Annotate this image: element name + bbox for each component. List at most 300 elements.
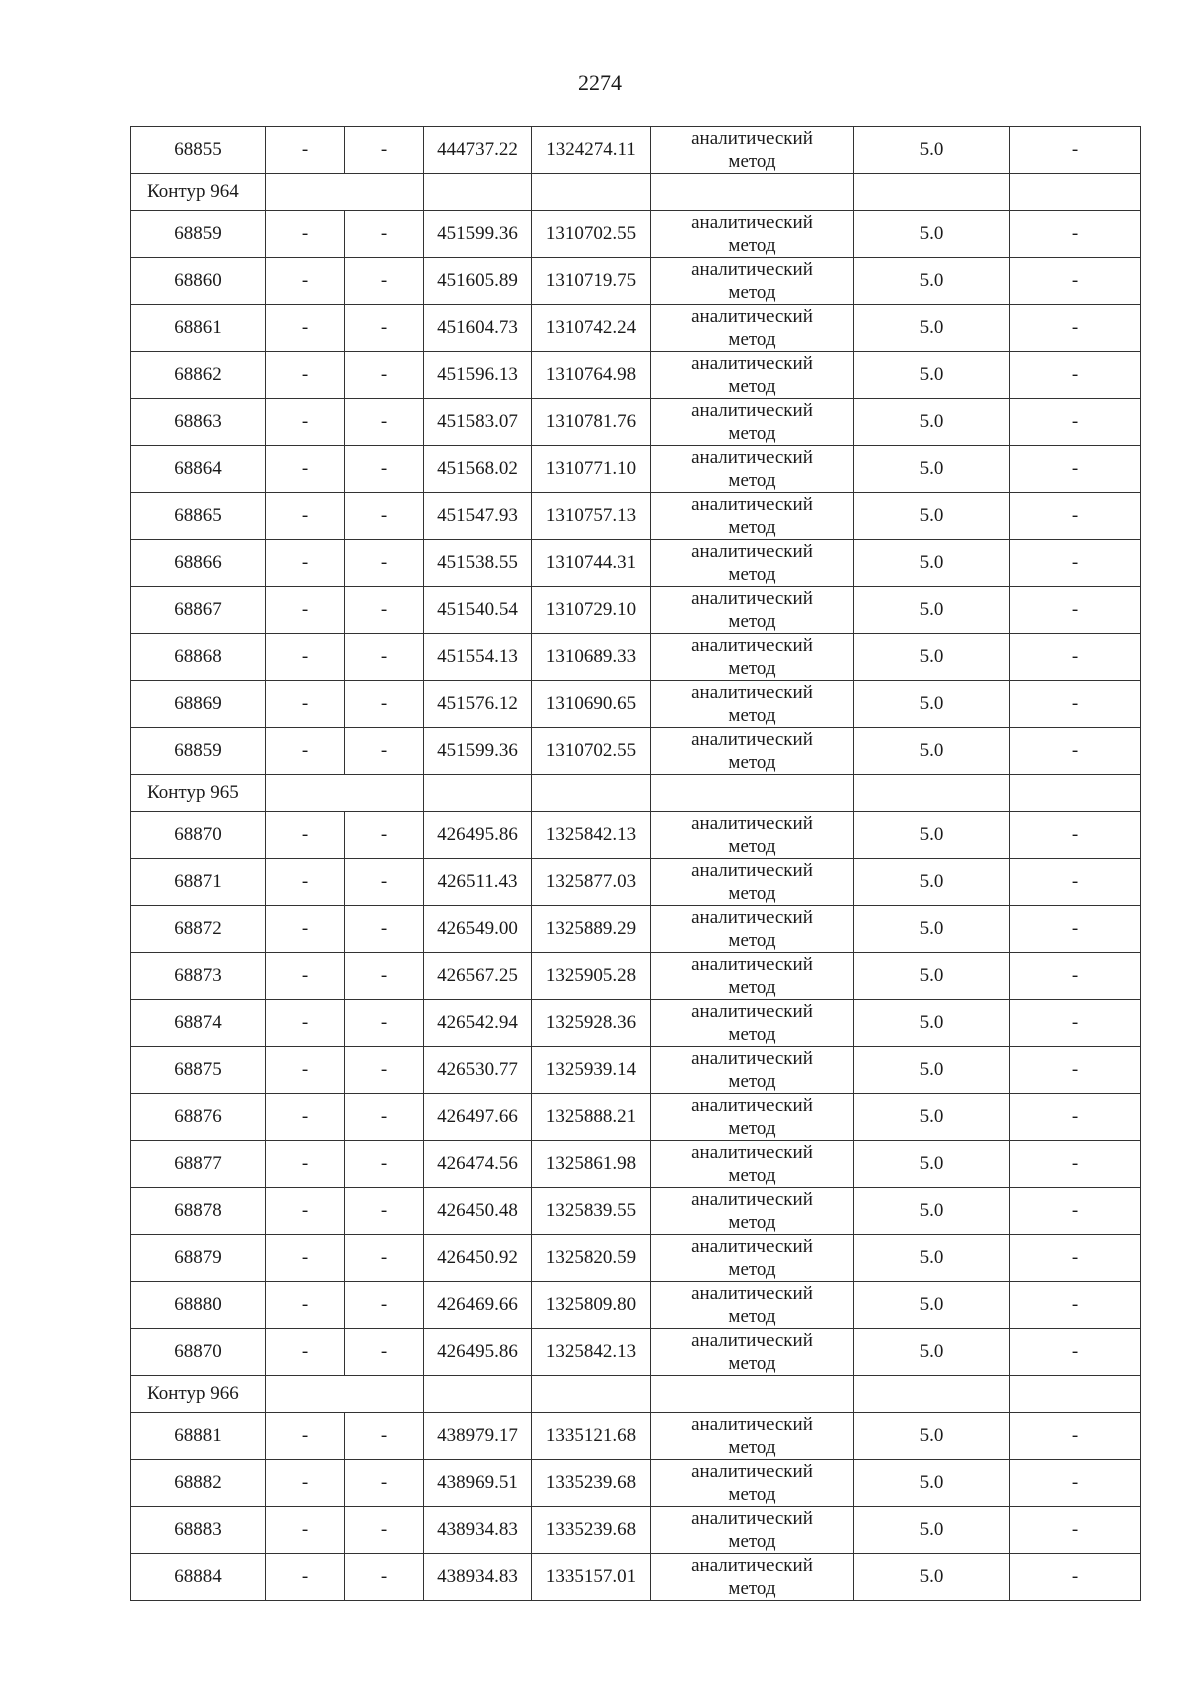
empty-value-cell: - bbox=[266, 953, 345, 1000]
method-line-2: метод bbox=[728, 1165, 776, 1186]
x-coordinate-cell: 426469.66 bbox=[424, 1282, 532, 1329]
accuracy-cell: 5.0 bbox=[854, 1235, 1010, 1282]
x-coordinate-cell: 438934.83 bbox=[424, 1507, 532, 1554]
method-cell bbox=[651, 493, 854, 540]
empty-cell bbox=[854, 775, 1010, 812]
empty-value-cell: - bbox=[266, 399, 345, 446]
page-number: 2274 bbox=[578, 70, 622, 95]
method-cell bbox=[651, 1094, 854, 1141]
method-cell bbox=[651, 953, 854, 1000]
point-id-cell: 68873 bbox=[131, 953, 266, 1000]
x-coordinate-cell: 451547.93 bbox=[424, 493, 532, 540]
method-line-1: аналитический bbox=[691, 447, 813, 468]
empty-value-cell: - bbox=[266, 1094, 345, 1141]
y-coordinate-cell: 1325842.13 bbox=[532, 1329, 651, 1376]
point-id-cell: 68877 bbox=[131, 1141, 266, 1188]
empty-value-cell: - bbox=[345, 812, 424, 859]
empty-value-cell: - bbox=[345, 1282, 424, 1329]
point-id-cell: 68871 bbox=[131, 859, 266, 906]
table-body bbox=[131, 127, 1141, 1601]
method-cell bbox=[651, 634, 854, 681]
y-coordinate-cell: 1325839.55 bbox=[532, 1188, 651, 1235]
accuracy-cell: 5.0 bbox=[854, 446, 1010, 493]
y-coordinate-cell: 1310729.10 bbox=[532, 587, 651, 634]
table-row bbox=[131, 1554, 1141, 1601]
empty-value-cell: - bbox=[345, 681, 424, 728]
empty-value-cell: - bbox=[266, 1460, 345, 1507]
empty-value-cell: - bbox=[345, 634, 424, 681]
y-coordinate-cell: 1335157.01 bbox=[532, 1554, 651, 1601]
method-cell bbox=[651, 399, 854, 446]
point-id-cell: 68867 bbox=[131, 587, 266, 634]
x-coordinate-cell: 451576.12 bbox=[424, 681, 532, 728]
method-line-1: аналитический bbox=[691, 813, 813, 834]
method-line-2: метод bbox=[728, 930, 776, 951]
empty-value-cell: - bbox=[266, 1329, 345, 1376]
method-line-1: аналитический bbox=[691, 1414, 813, 1435]
point-id-cell: 68872 bbox=[131, 906, 266, 953]
method-line-1: аналитический bbox=[691, 541, 813, 562]
empty-value-cell: - bbox=[345, 587, 424, 634]
accuracy-cell: 5.0 bbox=[854, 634, 1010, 681]
method-line-2: метод bbox=[728, 1024, 776, 1045]
x-coordinate-cell: 451568.02 bbox=[424, 446, 532, 493]
table-row bbox=[131, 446, 1141, 493]
empty-value-cell: - bbox=[345, 1329, 424, 1376]
y-coordinate-cell: 1310742.24 bbox=[532, 305, 651, 352]
accuracy-cell: 5.0 bbox=[854, 352, 1010, 399]
method-line-2: метод bbox=[728, 564, 776, 585]
x-coordinate-cell: 426450.92 bbox=[424, 1235, 532, 1282]
point-id-cell: 68874 bbox=[131, 1000, 266, 1047]
method-cell bbox=[651, 681, 854, 728]
empty-value-cell: - bbox=[345, 1141, 424, 1188]
note-cell: - bbox=[1010, 258, 1141, 305]
empty-cell bbox=[532, 775, 651, 812]
x-coordinate-cell: 451554.13 bbox=[424, 634, 532, 681]
empty-value-cell: - bbox=[266, 1282, 345, 1329]
x-coordinate-cell: 426495.86 bbox=[424, 1329, 532, 1376]
x-coordinate-cell: 444737.22 bbox=[424, 127, 532, 174]
point-id-cell: 68855 bbox=[131, 127, 266, 174]
method-line-1: аналитический bbox=[691, 907, 813, 928]
note-cell: - bbox=[1010, 1000, 1141, 1047]
point-id-cell: 68880 bbox=[131, 1282, 266, 1329]
empty-value-cell: - bbox=[266, 540, 345, 587]
method-cell bbox=[651, 211, 854, 258]
method-line-2: метод bbox=[728, 517, 776, 538]
x-coordinate-cell: 451538.55 bbox=[424, 540, 532, 587]
note-cell: - bbox=[1010, 1047, 1141, 1094]
accuracy-cell: 5.0 bbox=[854, 728, 1010, 775]
x-coordinate-cell: 451596.13 bbox=[424, 352, 532, 399]
point-id-cell: 68862 bbox=[131, 352, 266, 399]
y-coordinate-cell: 1310781.76 bbox=[532, 399, 651, 446]
empty-value-cell: - bbox=[345, 493, 424, 540]
x-coordinate-cell: 451605.89 bbox=[424, 258, 532, 305]
empty-value-cell: - bbox=[266, 634, 345, 681]
contour-label: Контур 965 bbox=[131, 775, 266, 812]
method-cell bbox=[651, 1282, 854, 1329]
method-line-1: аналитический bbox=[691, 400, 813, 421]
note-cell: - bbox=[1010, 1507, 1141, 1554]
note-cell: - bbox=[1010, 1413, 1141, 1460]
y-coordinate-cell: 1325928.36 bbox=[532, 1000, 651, 1047]
method-line-1: аналитический bbox=[691, 954, 813, 975]
method-line-1: аналитический bbox=[691, 128, 813, 149]
y-coordinate-cell: 1325809.80 bbox=[532, 1282, 651, 1329]
accuracy-cell: 5.0 bbox=[854, 859, 1010, 906]
method-line-2: метод bbox=[728, 836, 776, 857]
empty-value-cell: - bbox=[345, 1094, 424, 1141]
method-cell bbox=[651, 728, 854, 775]
note-cell: - bbox=[1010, 352, 1141, 399]
empty-cell bbox=[424, 174, 532, 211]
empty-value-cell: - bbox=[345, 1188, 424, 1235]
empty-value-cell: - bbox=[345, 540, 424, 587]
x-coordinate-cell: 438934.83 bbox=[424, 1554, 532, 1601]
method-line-1: аналитический bbox=[691, 729, 813, 750]
x-coordinate-cell: 451540.54 bbox=[424, 587, 532, 634]
empty-value-cell: - bbox=[345, 258, 424, 305]
y-coordinate-cell: 1310702.55 bbox=[532, 728, 651, 775]
method-line-2: метод bbox=[728, 1353, 776, 1374]
empty-value-cell: - bbox=[266, 305, 345, 352]
empty-cell bbox=[854, 174, 1010, 211]
method-line-1: аналитический bbox=[691, 353, 813, 374]
method-line-1: аналитический bbox=[691, 1555, 813, 1576]
table-row bbox=[131, 906, 1141, 953]
accuracy-cell: 5.0 bbox=[854, 493, 1010, 540]
empty-value-cell: - bbox=[266, 1235, 345, 1282]
method-line-2: метод bbox=[728, 705, 776, 726]
accuracy-cell: 5.0 bbox=[854, 812, 1010, 859]
accuracy-cell: 5.0 bbox=[854, 1094, 1010, 1141]
note-cell: - bbox=[1010, 859, 1141, 906]
method-line-1: аналитический bbox=[691, 494, 813, 515]
x-coordinate-cell: 426497.66 bbox=[424, 1094, 532, 1141]
empty-value-cell: - bbox=[266, 906, 345, 953]
x-coordinate-cell: 451599.36 bbox=[424, 728, 532, 775]
empty-value-cell: - bbox=[345, 953, 424, 1000]
method-line-2: метод bbox=[728, 1484, 776, 1505]
note-cell: - bbox=[1010, 446, 1141, 493]
empty-value-cell: - bbox=[266, 1047, 345, 1094]
method-line-2: метод bbox=[728, 1306, 776, 1327]
table-row bbox=[131, 1507, 1141, 1554]
x-coordinate-cell: 438969.51 bbox=[424, 1460, 532, 1507]
point-id-cell: 68883 bbox=[131, 1507, 266, 1554]
table-row bbox=[131, 859, 1141, 906]
method-cell bbox=[651, 1047, 854, 1094]
method-line-2: метод bbox=[728, 470, 776, 491]
y-coordinate-cell: 1325905.28 bbox=[532, 953, 651, 1000]
empty-value-cell: - bbox=[266, 681, 345, 728]
table-row bbox=[131, 1188, 1141, 1235]
empty-value-cell: - bbox=[345, 906, 424, 953]
point-id-cell: 68879 bbox=[131, 1235, 266, 1282]
method-line-2: метод bbox=[728, 1259, 776, 1280]
empty-value-cell: - bbox=[266, 1413, 345, 1460]
accuracy-cell: 5.0 bbox=[854, 1413, 1010, 1460]
table-row bbox=[131, 211, 1141, 258]
note-cell: - bbox=[1010, 305, 1141, 352]
accuracy-cell: 5.0 bbox=[854, 1047, 1010, 1094]
contour-header-row bbox=[131, 174, 1141, 211]
empty-cell bbox=[266, 1376, 424, 1413]
empty-cell bbox=[854, 1376, 1010, 1413]
x-coordinate-cell: 426474.56 bbox=[424, 1141, 532, 1188]
method-line-1: аналитический bbox=[691, 588, 813, 609]
method-cell bbox=[651, 812, 854, 859]
point-id-cell: 68868 bbox=[131, 634, 266, 681]
empty-cell bbox=[651, 174, 854, 211]
empty-value-cell: - bbox=[266, 1554, 345, 1601]
method-cell bbox=[651, 446, 854, 493]
accuracy-cell: 5.0 bbox=[854, 1141, 1010, 1188]
note-cell: - bbox=[1010, 211, 1141, 258]
table-row bbox=[131, 127, 1141, 174]
point-id-cell: 68865 bbox=[131, 493, 266, 540]
accuracy-cell: 5.0 bbox=[854, 906, 1010, 953]
table-row bbox=[131, 728, 1141, 775]
empty-value-cell: - bbox=[266, 1141, 345, 1188]
table-row bbox=[131, 1094, 1141, 1141]
note-cell: - bbox=[1010, 906, 1141, 953]
accuracy-cell: 5.0 bbox=[854, 1329, 1010, 1376]
method-cell bbox=[651, 1413, 854, 1460]
empty-value-cell: - bbox=[266, 127, 345, 174]
method-line-1: аналитический bbox=[691, 306, 813, 327]
table-row bbox=[131, 399, 1141, 446]
empty-value-cell: - bbox=[266, 446, 345, 493]
empty-cell bbox=[532, 1376, 651, 1413]
y-coordinate-cell: 1325842.13 bbox=[532, 812, 651, 859]
empty-value-cell: - bbox=[266, 728, 345, 775]
point-id-cell: 68870 bbox=[131, 1329, 266, 1376]
note-cell: - bbox=[1010, 127, 1141, 174]
table-row bbox=[131, 1141, 1141, 1188]
coordinates-table bbox=[130, 126, 1141, 1601]
method-line-2: метод bbox=[728, 151, 776, 172]
accuracy-cell: 5.0 bbox=[854, 258, 1010, 305]
empty-cell bbox=[266, 775, 424, 812]
empty-value-cell: - bbox=[345, 1507, 424, 1554]
method-line-2: метод bbox=[728, 611, 776, 632]
y-coordinate-cell: 1325820.59 bbox=[532, 1235, 651, 1282]
point-id-cell: 68875 bbox=[131, 1047, 266, 1094]
point-id-cell: 68860 bbox=[131, 258, 266, 305]
point-id-cell: 68881 bbox=[131, 1413, 266, 1460]
note-cell: - bbox=[1010, 1094, 1141, 1141]
x-coordinate-cell: 426450.48 bbox=[424, 1188, 532, 1235]
method-cell bbox=[651, 127, 854, 174]
method-line-1: аналитический bbox=[691, 635, 813, 656]
accuracy-cell: 5.0 bbox=[854, 399, 1010, 446]
accuracy-cell: 5.0 bbox=[854, 1460, 1010, 1507]
x-coordinate-cell: 426549.00 bbox=[424, 906, 532, 953]
empty-value-cell: - bbox=[266, 587, 345, 634]
table-row bbox=[131, 681, 1141, 728]
x-coordinate-cell: 426530.77 bbox=[424, 1047, 532, 1094]
method-cell bbox=[651, 1554, 854, 1601]
y-coordinate-cell: 1335121.68 bbox=[532, 1413, 651, 1460]
point-id-cell: 68861 bbox=[131, 305, 266, 352]
empty-value-cell: - bbox=[345, 127, 424, 174]
note-cell: - bbox=[1010, 812, 1141, 859]
y-coordinate-cell: 1310689.33 bbox=[532, 634, 651, 681]
accuracy-cell: 5.0 bbox=[854, 1188, 1010, 1235]
table-row bbox=[131, 493, 1141, 540]
point-id-cell: 68859 bbox=[131, 728, 266, 775]
table-row bbox=[131, 812, 1141, 859]
point-id-cell: 68878 bbox=[131, 1188, 266, 1235]
x-coordinate-cell: 426542.94 bbox=[424, 1000, 532, 1047]
method-line-2: метод bbox=[728, 376, 776, 397]
empty-value-cell: - bbox=[345, 1413, 424, 1460]
accuracy-cell: 5.0 bbox=[854, 540, 1010, 587]
y-coordinate-cell: 1325889.29 bbox=[532, 906, 651, 953]
method-line-2: метод bbox=[728, 1437, 776, 1458]
y-coordinate-cell: 1310719.75 bbox=[532, 258, 651, 305]
y-coordinate-cell: 1324274.11 bbox=[532, 127, 651, 174]
point-id-cell: 68870 bbox=[131, 812, 266, 859]
method-line-1: аналитический bbox=[691, 1048, 813, 1069]
empty-value-cell: - bbox=[345, 446, 424, 493]
empty-value-cell: - bbox=[345, 399, 424, 446]
point-id-cell: 68866 bbox=[131, 540, 266, 587]
method-line-2: метод bbox=[728, 1531, 776, 1552]
y-coordinate-cell: 1310690.65 bbox=[532, 681, 651, 728]
accuracy-cell: 5.0 bbox=[854, 681, 1010, 728]
method-line-2: метод bbox=[728, 658, 776, 679]
method-cell bbox=[651, 258, 854, 305]
y-coordinate-cell: 1335239.68 bbox=[532, 1507, 651, 1554]
empty-value-cell: - bbox=[266, 1188, 345, 1235]
table-row bbox=[131, 1282, 1141, 1329]
method-cell bbox=[651, 1235, 854, 1282]
method-line-1: аналитический bbox=[691, 1236, 813, 1257]
empty-value-cell: - bbox=[266, 1507, 345, 1554]
x-coordinate-cell: 438979.17 bbox=[424, 1413, 532, 1460]
note-cell: - bbox=[1010, 728, 1141, 775]
method-line-2: метод bbox=[728, 423, 776, 444]
table-row bbox=[131, 1000, 1141, 1047]
accuracy-cell: 5.0 bbox=[854, 587, 1010, 634]
note-cell: - bbox=[1010, 1329, 1141, 1376]
method-cell bbox=[651, 1460, 854, 1507]
method-cell bbox=[651, 540, 854, 587]
method-line-1: аналитический bbox=[691, 212, 813, 233]
y-coordinate-cell: 1325877.03 bbox=[532, 859, 651, 906]
x-coordinate-cell: 426567.25 bbox=[424, 953, 532, 1000]
point-id-cell: 68859 bbox=[131, 211, 266, 258]
y-coordinate-cell: 1310764.98 bbox=[532, 352, 651, 399]
accuracy-cell: 5.0 bbox=[854, 305, 1010, 352]
table-row bbox=[131, 1460, 1141, 1507]
method-line-1: аналитический bbox=[691, 1330, 813, 1351]
method-line-1: аналитический bbox=[691, 1283, 813, 1304]
table-row bbox=[131, 540, 1141, 587]
empty-cell bbox=[1010, 174, 1141, 211]
accuracy-cell: 5.0 bbox=[854, 1554, 1010, 1601]
accuracy-cell: 5.0 bbox=[854, 1282, 1010, 1329]
empty-value-cell: - bbox=[345, 728, 424, 775]
method-cell bbox=[651, 352, 854, 399]
accuracy-cell: 5.0 bbox=[854, 211, 1010, 258]
y-coordinate-cell: 1325888.21 bbox=[532, 1094, 651, 1141]
method-cell bbox=[651, 1000, 854, 1047]
empty-value-cell: - bbox=[266, 1000, 345, 1047]
empty-value-cell: - bbox=[266, 493, 345, 540]
x-coordinate-cell: 426495.86 bbox=[424, 812, 532, 859]
empty-cell bbox=[424, 1376, 532, 1413]
empty-value-cell: - bbox=[345, 1554, 424, 1601]
y-coordinate-cell: 1325939.14 bbox=[532, 1047, 651, 1094]
empty-value-cell: - bbox=[345, 859, 424, 906]
method-line-2: метод bbox=[728, 977, 776, 998]
note-cell: - bbox=[1010, 681, 1141, 728]
method-line-2: метод bbox=[728, 1118, 776, 1139]
accuracy-cell: 5.0 bbox=[854, 1507, 1010, 1554]
y-coordinate-cell: 1310744.31 bbox=[532, 540, 651, 587]
accuracy-cell: 5.0 bbox=[854, 953, 1010, 1000]
empty-cell bbox=[1010, 1376, 1141, 1413]
method-line-1: аналитический bbox=[691, 1461, 813, 1482]
note-cell: - bbox=[1010, 1188, 1141, 1235]
note-cell: - bbox=[1010, 540, 1141, 587]
method-line-1: аналитический bbox=[691, 1508, 813, 1529]
note-cell: - bbox=[1010, 1235, 1141, 1282]
method-cell bbox=[651, 1329, 854, 1376]
empty-value-cell: - bbox=[266, 812, 345, 859]
accuracy-cell: 5.0 bbox=[854, 127, 1010, 174]
y-coordinate-cell: 1310702.55 bbox=[532, 211, 651, 258]
accuracy-cell: 5.0 bbox=[854, 1000, 1010, 1047]
x-coordinate-cell: 451583.07 bbox=[424, 399, 532, 446]
method-line-2: метод bbox=[728, 752, 776, 773]
table-row bbox=[131, 1047, 1141, 1094]
table-row bbox=[131, 634, 1141, 681]
note-cell: - bbox=[1010, 399, 1141, 446]
table-row bbox=[131, 587, 1141, 634]
method-cell bbox=[651, 1188, 854, 1235]
empty-value-cell: - bbox=[345, 1000, 424, 1047]
x-coordinate-cell: 451604.73 bbox=[424, 305, 532, 352]
point-id-cell: 68876 bbox=[131, 1094, 266, 1141]
empty-cell bbox=[651, 1376, 854, 1413]
y-coordinate-cell: 1325861.98 bbox=[532, 1141, 651, 1188]
contour-header-row bbox=[131, 775, 1141, 812]
method-cell bbox=[651, 859, 854, 906]
note-cell: - bbox=[1010, 1141, 1141, 1188]
table-row bbox=[131, 305, 1141, 352]
table-row bbox=[131, 1413, 1141, 1460]
x-coordinate-cell: 426511.43 bbox=[424, 859, 532, 906]
point-id-cell: 68884 bbox=[131, 1554, 266, 1601]
point-id-cell: 68864 bbox=[131, 446, 266, 493]
table-row bbox=[131, 1329, 1141, 1376]
empty-cell bbox=[532, 174, 651, 211]
method-line-1: аналитический bbox=[691, 860, 813, 881]
empty-value-cell: - bbox=[266, 258, 345, 305]
empty-value-cell: - bbox=[266, 211, 345, 258]
empty-value-cell: - bbox=[266, 352, 345, 399]
point-id-cell: 68869 bbox=[131, 681, 266, 728]
empty-value-cell: - bbox=[345, 352, 424, 399]
empty-cell bbox=[1010, 775, 1141, 812]
contour-label: Контур 964 bbox=[131, 174, 266, 211]
